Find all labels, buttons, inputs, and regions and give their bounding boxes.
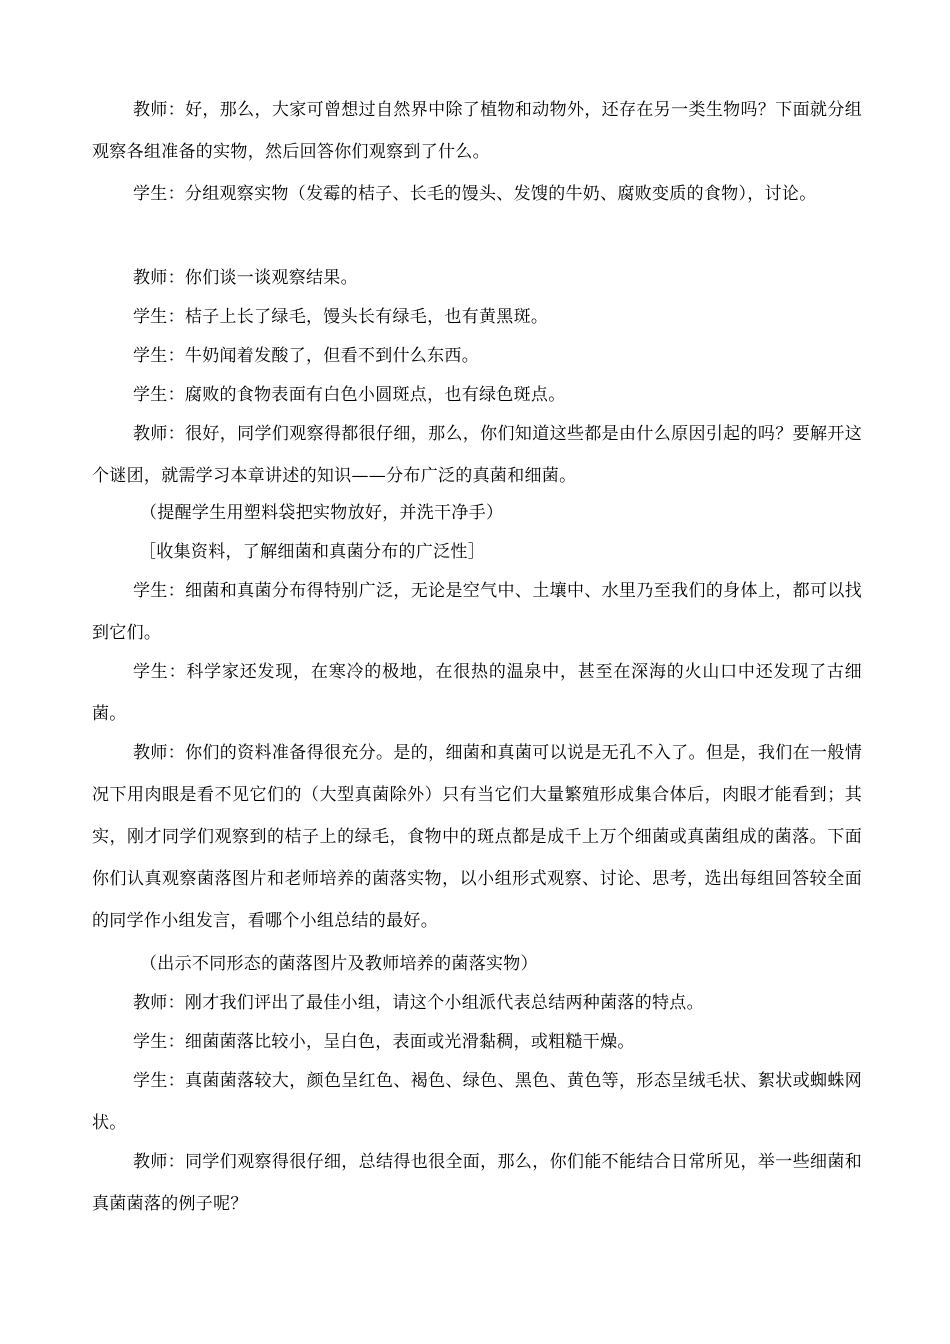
paragraph-teacher-intro: 教师：好，那么，大家可曾想过自然界中除了植物和动物外，还存在另一类生物吗？下面就分组观察各组准备的实物，然后回答你们观察到了什么。 (92, 100, 862, 162)
paragraph-note-show-images: （出示不同形态的菌落图片及教师培养的菌落实物） (140, 954, 538, 974)
paragraph-teacher-colonies: 教师：你们的资料准备得很充分。是的，细菌和真菌可以说是无孔不入了。但是，我们在一般情况下用肉眼是看不见它们的（大型真菌除外）只有当它们大量繁殖形成集合体后，肉眼才能看到；其实，刚才同学们观察到的桔子上的绿毛，食物中的斑点都是成千上万个细菌或真菌组成的菌落。下面你们认真观察菌落图片和老师培养的菌落实物，以小组形式观察、讨论、思考，选出每组回答较全面的同学作小组发言，看哪个小组总结的最好。 (92, 743, 862, 931)
paragraph-student-food: 学生：腐败的食物表面有白色小圆斑点，也有绿色斑点。 (133, 385, 566, 405)
paragraph-teacher-best-group: 教师：刚才我们评出了最佳小组，请这个小组派代表总结两种菌落的特点。 (133, 993, 704, 1013)
paragraph-student-bacteria-colony: 学生：细菌菌落比较小，呈白色，表面或光滑黏稠，或粗糙干燥。 (133, 1032, 635, 1052)
paragraph-student-observe: 学生：分组观察实物（发霉的桔子、长毛的馒头、发馊的牛奶、腐败变质的食物），讨论。 (133, 184, 817, 204)
paragraph-teacher-examples: 教师：同学们观察得很仔细，总结得也很全面，那么，你们能不能结合日常所见，举一些细菌和真菌菌落的例子呢？ (92, 1152, 862, 1214)
paragraph-teacher-puzzle: 教师：很好，同学们观察得都很仔细，那么，你们知道这些都是由什么原因引起的吗？要解开这个谜团，就需学习本章讲述的知识——分布广泛的真菌和细菌。 (92, 424, 862, 486)
paragraph-student-distribution: 学生：细菌和真菌分布得特别广泛，无论是空气中、土壤中、水里乃至我们的身体上，都可以找到它们。 (92, 581, 862, 643)
paragraph-student-milk: 学生：牛奶闻着发酸了，但看不到什么东西。 (133, 346, 479, 366)
paragraph-student-orange: 学生：桔子上长了绿毛，馒头长有绿毛，也有黄黑斑。 (133, 307, 549, 327)
paragraph-student-archaea: 学生：科学家还发现，在寒冷的极地，在很热的温泉中，甚至在深海的火山口中还发现了古细菌。 (92, 662, 862, 724)
paragraph-teacher-ask-results: 教师：你们谈一谈观察结果。 (133, 268, 358, 288)
paragraph-note-reminder: （提醒学生用塑料袋把实物放好，并洗干净手） (140, 503, 504, 523)
paragraph-student-fungi-colony: 学生：真菌菌落较大，颜色呈红色、褐色、绿色、黑色、黄色等，形态呈绒毛状、絮状或蜘蛛网状。 (92, 1071, 862, 1133)
paragraph-section-heading: ［收集资料，了解细菌和真菌分布的广泛性］ (139, 542, 485, 562)
